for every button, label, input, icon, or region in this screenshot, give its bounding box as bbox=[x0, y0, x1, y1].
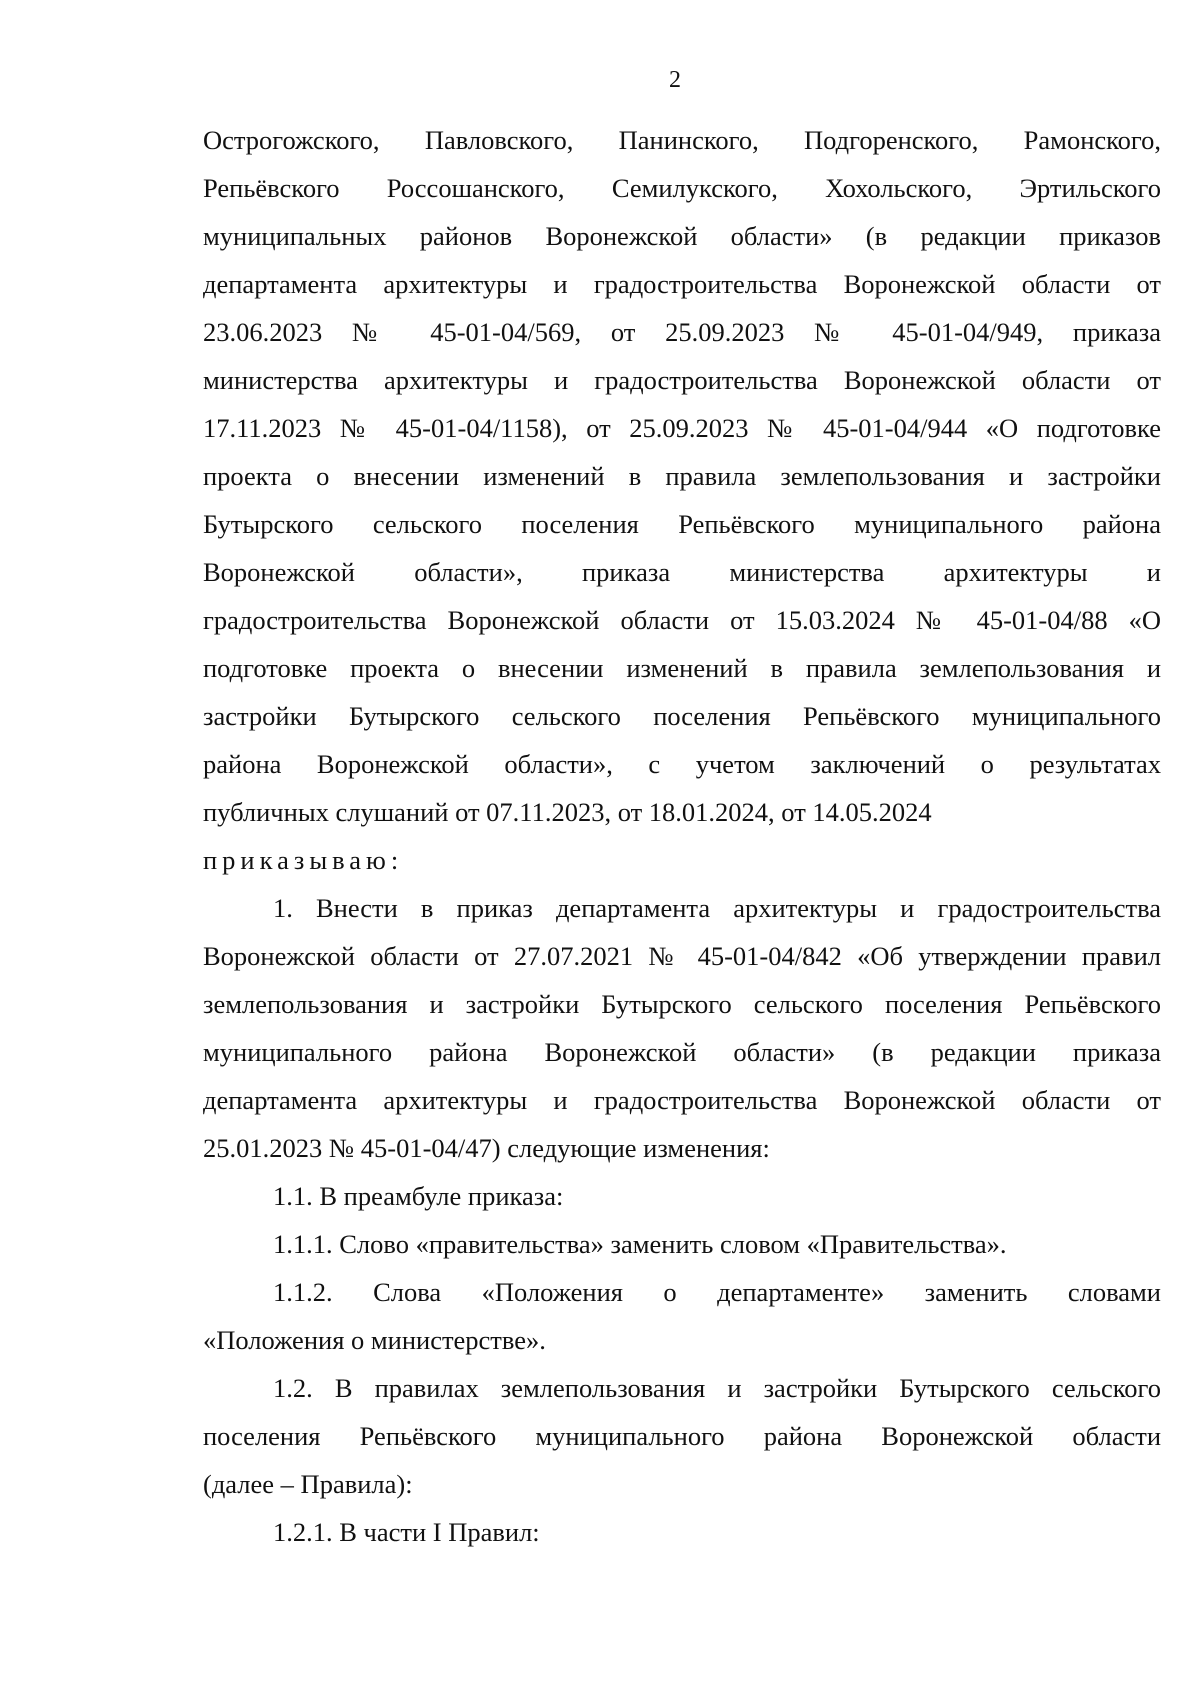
text-line: Воронежской области», приказа министерства архитектуры и bbox=[203, 557, 1161, 587]
text-line: Бутырского сельского поселения Репьёвского муниципального района bbox=[203, 509, 1161, 539]
text-line: «Положения о министерстве». bbox=[203, 1325, 546, 1355]
text-line: 17.11.2023 № 45-01-04/1158), от 25.09.2023 № 45-01-04/944 «О подготовке bbox=[203, 413, 1161, 443]
text-line: департамента архитектуры и градостроительства Воронежской области от bbox=[203, 1085, 1161, 1115]
text-line: (далее – Правила): bbox=[203, 1469, 413, 1499]
text-line: министерства архитектуры и градостроительства Воронежской области от bbox=[203, 365, 1161, 395]
text-line: землепользования и застройки Бутырского сельского поселения Репьёвского bbox=[203, 989, 1161, 1019]
text-line: Воронежской области от 27.07.2021 № 45-01-04/842 «Об утверждении правил bbox=[203, 941, 1161, 971]
text-line: Острогожского, Павловского, Панинского, Подгоренского, Рамонского, bbox=[203, 125, 1161, 155]
order-word: приказываю: bbox=[203, 845, 404, 875]
text-line: 23.06.2023 № 45-01-04/569, от 25.09.2023 № 45-01-04/949, приказа bbox=[203, 317, 1161, 347]
item-1: 1. Внести в приказ департамента архитектуры и градостроительства bbox=[273, 893, 1161, 923]
text-line: поселения Репьёвского муниципального района Воронежской области bbox=[203, 1421, 1161, 1451]
text-line: подготовке проекта о внесении изменений в правила землепользования и bbox=[203, 653, 1161, 683]
item-1-1: 1.1. В преамбуле приказа: bbox=[273, 1181, 564, 1211]
text-line: муниципальных районов Воронежской области» (в редакции приказов bbox=[203, 221, 1161, 251]
text-line: публичных слушаний от 07.11.2023, от 18.01.2024, от 14.05.2024 bbox=[203, 797, 932, 827]
item-1-1-2: 1.1.2. Слова «Положения о департаменте» заменить словами bbox=[273, 1277, 1161, 1307]
text-line: района Воронежской области», с учетом заключений о результатах bbox=[203, 749, 1161, 779]
text-line: застройки Бутырского сельского поселения Репьёвского муниципального bbox=[203, 701, 1161, 731]
text-line: департамента архитектуры и градостроительства Воронежской области от bbox=[203, 269, 1161, 299]
page-number: 2 bbox=[669, 67, 681, 93]
text-line: 25.01.2023 № 45-01-04/47) следующие изменения: bbox=[203, 1133, 770, 1163]
text-line: муниципального района Воронежской области» (в редакции приказа bbox=[203, 1037, 1161, 1067]
text-line: Репьёвского Россошанского, Семилукского, Хохольского, Эртильского bbox=[203, 173, 1161, 203]
document-body bbox=[203, 116, 1161, 1556]
item-1-1-1: 1.1.1. Слово «правительства» заменить словом «Правительства». bbox=[273, 1229, 1007, 1259]
text-line: проекта о внесении изменений в правила землепользования и застройки bbox=[203, 461, 1161, 491]
item-1-2-1: 1.2.1. В части I Правил: bbox=[273, 1517, 540, 1547]
item-1-2: 1.2. В правилах землепользования и застройки Бутырского сельского bbox=[273, 1373, 1161, 1403]
text-line: градостроительства Воронежской области от 15.03.2024 № 45-01-04/88 «О bbox=[203, 605, 1161, 635]
